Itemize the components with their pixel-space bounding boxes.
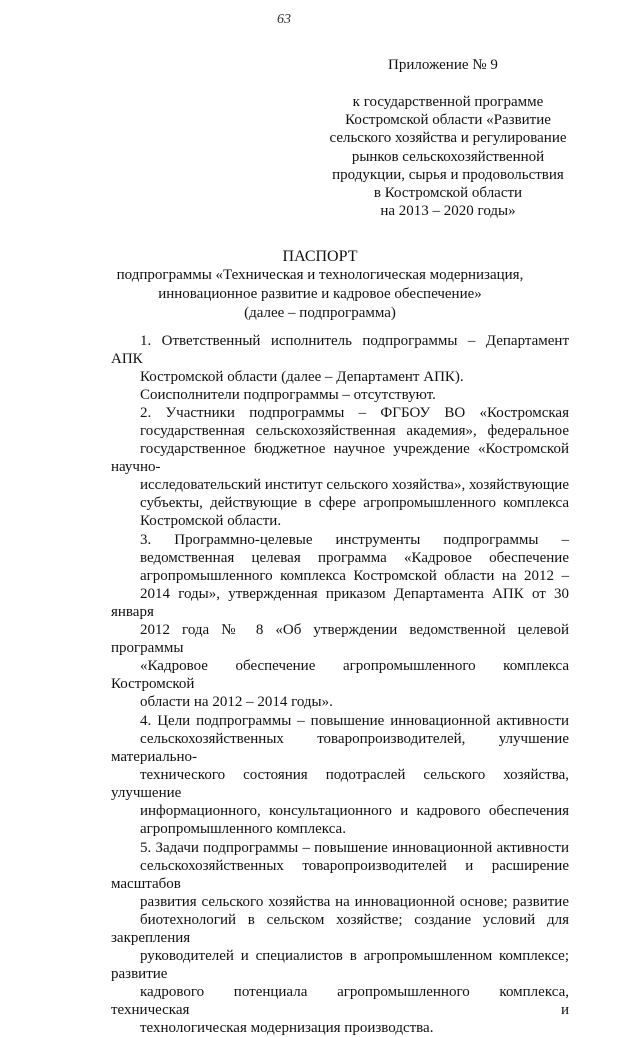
text-line: 3. Программно-целевые инструменты подпрограммы – (140, 532, 569, 548)
passport-subtitle-line: подпрограммы «Техническая и технологическая модернизация, (116, 267, 524, 283)
text-line: информационного, консультационного и кадрового обеспечения (140, 803, 569, 819)
text-line: агропромышленного комплекса. (140, 821, 346, 837)
passport-title: ПАСПОРТ (282, 248, 358, 265)
text-line: государственная сельскохозяйственная академия», федеральное (140, 423, 569, 439)
paragraph-4-goals (111, 712, 569, 838)
text-line: 5. Задачи подпрограммы – повышение инновационной активности (140, 840, 569, 856)
appendix-line: продукции, сырья и продовольствия (332, 166, 564, 183)
text-line: биотехнологий в сельском хозяйстве; создание условий для закрепления (111, 912, 569, 946)
text-line: субъекты, действующие в сфере агропромышленного комплекса (140, 495, 569, 511)
text-line: развития сельского хозяйства на инновационной основе; развитие (140, 894, 569, 910)
text-line: сельскохозяйственных товаропроизводителей и расширение масштабов (111, 858, 569, 892)
paragraph-3-instruments (111, 531, 569, 711)
appendix-line: рынков сельскохозяйственной (351, 148, 545, 165)
text-line: государственное бюджетное научное учреждение «Костромской научно- (111, 441, 569, 475)
appendix-line: сельского хозяйства и регулирование (329, 130, 567, 147)
text-line: исследовательский институт сельского хозяйства», хозяйствующие (140, 477, 569, 493)
paragraph-co-executors (111, 386, 569, 404)
passport-subtitle-line: инновационное развитие и кадровое обеспечение» (158, 286, 482, 302)
text-line: 2014 годы», утвержденная приказом Департамента АПК от 30 января (111, 586, 569, 620)
text-line: Костромской области (далее – Департамент АПК). (140, 369, 464, 385)
text-line: агропромышленного комплекса Костромской области на 2012 – (140, 568, 569, 584)
paragraph-2-participants (111, 404, 569, 530)
text-line: ведомственная целевая программа «Кадровое обеспечение (140, 550, 569, 566)
text-line: 2012 года № 8 «Об утверждении ведомственной целевой программы (111, 622, 569, 656)
text-line: 2. Участники подпрограммы – ФГБОУ ВО «Костромская (140, 405, 569, 421)
paragraph-5-tasks (111, 839, 569, 1037)
text-line: сельскохозяйственных товаропроизводителей, улучшение материально- (111, 731, 569, 765)
passport-subtitle-line: (далее – подпрограмма) (244, 305, 396, 321)
paragraph-1-responsible (111, 332, 569, 386)
text-line: 4. Цели подпрограммы – повышение инновационной активности (140, 713, 569, 729)
appendix-line: на 2013 – 2020 годы» (380, 203, 516, 220)
text-line: области на 2012 – 2014 годы». (140, 694, 333, 710)
text-line: Соисполнители подпрограммы – отсутствуют. (140, 387, 436, 403)
text-line: кадрового потенциала агропромышленного комплекса, техническая и (111, 984, 569, 1018)
appendix-title: Приложение № 9 (388, 57, 498, 73)
text-line: технического состояния подотраслей сельского хозяйства, улучшение (111, 767, 569, 801)
appendix-line: Костромской области «Развитие (345, 112, 551, 129)
appendix-line: к государственной программе (352, 94, 544, 110)
appendix-reference (318, 93, 578, 220)
text-line: «Кадровое обеспечение агропромышленного комплекса Костромской (111, 658, 569, 692)
appendix-line: в Костромской области (373, 185, 523, 202)
text-line: Костромской области. (140, 513, 282, 529)
document-body (111, 332, 569, 1037)
text-line: 1. Ответственный исполнитель подпрограммы – Департамент АПК (111, 333, 569, 367)
text-line: руководителей и специалистов в агропромышленном комплексе; развитие (111, 948, 569, 982)
page-number: 63 (277, 12, 291, 27)
text-line: технологическая модернизация производства. (140, 1020, 434, 1036)
passport-heading (0, 247, 640, 323)
